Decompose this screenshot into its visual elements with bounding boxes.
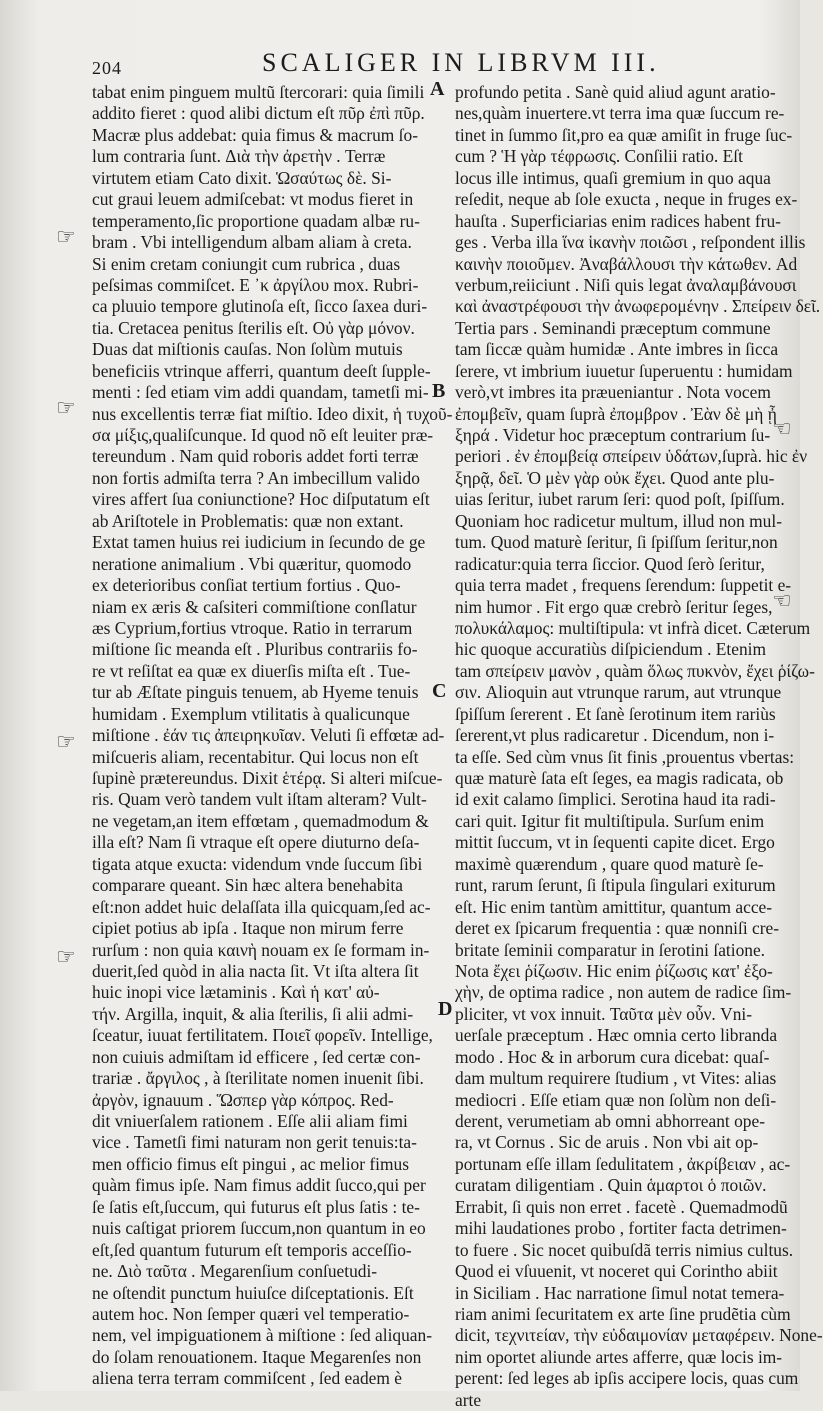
text-line: locus ille intimus, quaſi gremium in quo aqua	[455, 167, 771, 188]
text-line: non cuiuis admiſtam id efficere , ſed certæ con-	[92, 1046, 421, 1067]
text-line: derent, verumetiam ab omni abhorreant ope-	[455, 1111, 766, 1131]
text-line: nem, vel impiguationem à miſtione : ſed aliquan-	[92, 1325, 433, 1346]
text-line: hic quoque accuratiùs diſpiciendum . Etenim	[455, 639, 767, 660]
right-column	[455, 82, 823, 1411]
text-line: vires affert ſua coniunctione? Hoc diſputatum eſt	[92, 489, 430, 510]
text-line: deret ex ſpicarum frequentia : quæ nonniſi cre-	[455, 918, 780, 939]
text-line: tia. Cretacea penitus ſterilis eſt. Οὐ γὰρ μόνον.	[92, 317, 415, 338]
text-line: autem hoc. Non ſemper quæri vel temperatio-	[92, 1303, 410, 1324]
text-line: niam ex æris & caſsiteri commiſtione conſlatur	[92, 596, 417, 617]
text-line: perent: ſed leges ab ipſis accipere locis, quas cum	[455, 1368, 799, 1389]
text-line: tinet in ſummo ſit,pro ea quæ amiſit in fruge ſuc-	[455, 124, 793, 145]
text-line: miſtione . ἐάν τις ἀπειρηκυῖαν. Veluti ſi effœtæ ad-	[92, 725, 445, 746]
text-line: maximè quærendum , quare quod maturè ſe-	[455, 853, 764, 874]
text-line: nus excellentis terræ fiat miſtio. Ideo dixit, ἡ τυχοῦ-	[92, 403, 453, 424]
text-line: ne vegetam,an item effœtam , quemadmodum &	[92, 810, 429, 831]
section-marker-b: B	[432, 380, 446, 402]
text-line: uerſale præceptum . Hæc omnia certo libranda	[455, 1025, 778, 1046]
text-line: lum contraria ſunt. Διὰ τὴν ἀρετὴν . Terræ	[92, 146, 386, 167]
text-line: radicatur:quia terra ſiccior. Quod ſerò ſeritur,	[455, 553, 765, 574]
text-line: id exit calamo ſimplici. Serotina haud ita radi-	[455, 789, 776, 810]
text-line: tereundum . Nam quid roboris addet forti terræ	[92, 446, 419, 467]
text-line: in Siciliam . Hac narratione ſimul notat temera-	[455, 1282, 785, 1303]
text-line: verò,vt imbres ita præueniantur . Nota vocem	[455, 382, 771, 403]
text-line: trariæ . ἄργιλος , à ſterilitate nomen inuenit ſibi.	[92, 1068, 424, 1089]
text-line: τήν. Argilla, inquit, & alia ſterilis, ſi alii admi-	[92, 1003, 414, 1024]
manicule-icon: ☜	[772, 416, 792, 441]
text-line: tabat enim pinguem multũ ſtercorari: quia ſimili	[92, 82, 425, 102]
text-line: ne. Διὸ ταῦτα . Megarenſium conſuetudi-	[92, 1261, 378, 1282]
text-line: tur ab Æſtate pinguis tenuem, ab Hyeme tenuis	[92, 682, 419, 703]
text-line: ges . Verba illa ἵνα ἱκανὴν ποιῶσι , reſpondent illis	[455, 232, 806, 253]
text-line: modo . Hoc & in arborum cura dicebat: quaſ-	[455, 1046, 770, 1067]
text-line: britate ſeminii comparatur in ſerotini ſatione.	[455, 939, 766, 960]
text-line: æs Cyprium,fortius vtroque. Ratio in terrarum	[92, 617, 413, 638]
text-line: ſe ſatis eſt,ſuccum, qui futurus eſt plus ſatis : te-	[92, 1196, 420, 1217]
text-line: illa eſt? Nam ſi vtraque eſt opere diuturno deſa-	[92, 832, 420, 853]
text-line: eſt:non addet huic delaſſata illa quicquam,ſed ac-	[92, 896, 431, 917]
text-line: curatam diligentiam . Quin ἁμαρτοι ὁ ποιῶν.	[455, 1175, 767, 1196]
left-column	[92, 82, 453, 1390]
text-line: tam ſiccæ quàm humidæ . Ante imbres in ſicca	[455, 339, 779, 360]
text-line: ſerere, vt imbrium iuuetur ſuperuentu : humidam	[455, 360, 793, 381]
text-line: uias ſeritur, iubet rarum ſeri: quod poſt, ſpiſſum.	[455, 489, 785, 510]
text-line: eſt. Hic enim tantùm amittitur, quantum acce-	[455, 896, 773, 917]
text-line: ἐπομβεῖν, quam ſuprà ἐπομβρον . Ἐὰν δὲ μὴ ᾖ	[455, 403, 777, 424]
text-line: ſceatur, iuuat fertilitatem. Ποιεῖ φορεῖν. Intellige,	[92, 1025, 433, 1046]
text-line: to fuere . Sic nocet quibuſdã terris nimius cultus.	[455, 1239, 794, 1260]
text-line: ex deterioribus conſiat tertium fortius . Quo-	[92, 575, 401, 596]
text-line: verbum,reiiciunt . Niſi quis legat ἀναλαμβάνουσι	[455, 274, 797, 295]
manicule-icon: ☞	[56, 944, 76, 969]
text-line: Quod ei vſuuenit, vt noceret qui Corintho abiit	[455, 1261, 778, 1282]
text-line: πολυκάλαμος: multiſtipula: vt infrà dicet. Cæterum	[455, 617, 811, 638]
text-line: riam animi ſecuritatem ex arte ſine prudẽtia cùm	[455, 1303, 791, 1324]
text-line: nuis caſtigat priorem ſuccum,non quantum in eo	[92, 1218, 426, 1239]
text-line: ris. Quam verò tandem vult iſtam alteram? Vult-	[92, 789, 427, 810]
text-line: arte	[455, 1389, 482, 1410]
text-line: duerit,ſed quòd in alia nacta ſit. Vt iſta altera ſit	[92, 960, 419, 981]
text-line: eſt,ſed quantum futurum eſt temporis acceſſio-	[92, 1239, 412, 1260]
text-line: menti : ſed etiam vim addi quandam, tametſi mi-	[92, 382, 429, 403]
manicule-icon: ☞	[56, 224, 76, 249]
running-title: SCALIGER IN LIBRVM III.	[262, 48, 660, 77]
text-line: Duas dat miſtionis cauſas. Non ſolùm mutuis	[92, 339, 403, 360]
manicule-icon: ☞	[56, 729, 76, 754]
text-line: ra, vt Cornus . Sic de aruis . Non vbi ait op-	[455, 1132, 759, 1153]
text-line: neratione animalium . Vbi quæritur, quomodo	[92, 553, 412, 574]
text-line: addito fieret : quod alibi dictum eſt πῦρ ἐπὶ πῦρ.	[92, 103, 425, 124]
text-line: beneficiis vtrinque afferri, quantum deeſt ſupple-	[92, 360, 431, 381]
text-line: Si enim cretam coniungit cum rubrica , duas	[92, 253, 401, 274]
text-line: cut graui leuem admiſcebat: vt modus fieret in	[92, 189, 414, 210]
text-line: Quoniam hoc radicetur multum, illud non mul-	[455, 510, 782, 531]
text-line: humidam . Exemplum vtilitatis à qualicunque	[92, 703, 410, 724]
text-line: non fortis admiſta terra ? An imbecillum valido	[92, 467, 420, 488]
section-marker-d: D	[438, 998, 453, 1020]
text-line: καὶ ἀναστρέφουσι τὴν ἀνωφερομένην . Σπείρειν δεῖ.	[455, 296, 821, 317]
text-line: ſererent,vt plus radicaretur . Dicendum, non i-	[455, 725, 775, 746]
text-line: cari quit. Igitur fit multiſtipula. Surſum enim	[455, 810, 765, 831]
text-line: σιν. Alioquin aut vtrunque rarum, aut vtrunque	[455, 682, 782, 703]
page-number: 204	[92, 58, 122, 78]
text-line: cipiet potius ab ipſa . Itaque non mirum ferre	[92, 918, 404, 939]
text-line: quàm fimus ipſe. Nam fimus addit ſucco,qui per	[92, 1175, 426, 1196]
text-line: nes,quàm inuertere.vt terra ima quæ ſuccum re-	[455, 103, 785, 124]
text-line: profundo petita . Sanè quid aliud agunt aratio-	[455, 82, 776, 102]
text-line: men officio fimus eſt pingui , ac melior fimus	[92, 1153, 409, 1174]
text-line: pliciter, vt vox innuit. Ταῦτα μὲν οὖν. Vni-	[455, 1003, 753, 1024]
text-line: mediocri . Eſſe etiam quæ non ſolùm non deſi-	[455, 1089, 777, 1110]
text-line: Tertia pars . Seminandi præceptum commune	[455, 317, 771, 338]
text-line: Extat tamen huius rei iudicium in ſecundo de ge	[92, 532, 426, 553]
text-line: ξηρᾷ, δεῖ. Ὁ μὲν γὰρ οὐκ ἔχει. Quod ante plu-	[455, 467, 775, 488]
text-line: periori . ἐν ἐπομβείᾳ σπείρειν ὑδάτων,ſuprà. hic ἐν	[455, 446, 808, 467]
text-line: σα μίξις,qualiſcunque. Id quod nõ eſt leuiter præ-	[92, 425, 434, 445]
text-line: ἀργὸν, ignauum . Ὥσπερ γὰρ κόπρος. Red-	[92, 1089, 394, 1110]
text-line: temperamento,ſic proportione quadam albæ ru-	[92, 210, 420, 231]
text-line: Nota ἔχει ῥίζωσιν. Hic enim ῥίζωσις κατ' ἐξο-	[455, 960, 773, 981]
text-line: comparare queant. Sin hæc altera benehabita	[92, 875, 403, 896]
text-line: quia terra madet , frequens ſerendum: ſuppetit e-	[455, 575, 792, 596]
text-line: dicit, τεχνιτείαν, τὴν εὐδαιμονίαν μεταφέρειν. None-	[455, 1325, 823, 1346]
manicule-icon: ☜	[772, 588, 792, 613]
text-line: mihi laudationes probo , fortiter facta detrimen-	[455, 1218, 787, 1239]
text-line: nim oportet aliunde artes afferre, quæ locis im-	[455, 1346, 783, 1367]
text-line: ξηρά . Videtur hoc præceptum contrarium ſu-	[455, 425, 771, 445]
text-line: ta eſſe. Sed cùm vnus ſit finis ,prouentus vbertas:	[455, 746, 795, 767]
text-line: quæ maturè ſata eſt ſeges, ea magis radicata, ob	[455, 768, 784, 788]
text-line: hauſta . Superficiarias enim radices habent fru-	[455, 210, 781, 231]
text-line: ab Ariſtotele in Problematis: quæ non extant.	[92, 510, 404, 531]
manicule-icon: ☞	[56, 395, 76, 420]
text-line: Macræ plus addebat: quia fimus & macrum ſo-	[92, 124, 418, 145]
section-marker-a: A	[430, 78, 445, 100]
page-header	[92, 48, 770, 82]
text-line: χὴν, de optima radice , non autem de radice ſim-	[455, 982, 792, 1003]
text-line: Errabit, ſi quis non erret . facetè . Quemadmodũ	[455, 1196, 788, 1217]
text-line: miſcueris aliam, recentabitur. Qui locus non eſt	[92, 746, 419, 767]
text-line: huic inopi vice lætaminis . Καὶ ἡ κατ' αὐ-	[92, 982, 380, 1003]
text-line: dit vniuerſalem rationem . Eſſe alii aliam fimi	[92, 1111, 408, 1131]
text-line: ne oſtendit punctum huiuſce diſceptationis. Eſt	[92, 1282, 414, 1303]
text-line: reſedit, neque ab ſole exucta , neque in fruges ex-	[455, 189, 798, 210]
text-line: mittit ſuccum, vt in ſequenti capite dicet. Ergo	[455, 832, 775, 853]
text-line: miſtione ſic meanda eſt . Pluribus contrariis fo-	[92, 639, 418, 660]
text-line: do ſolam renouationem. Itaque Megarenſes non	[92, 1346, 422, 1367]
text-line: tam σπείρειν μανὸν , quàm ὅλως πυκνὸν, ἔχει ῥίζω-	[455, 660, 815, 681]
section-marker-c: C	[432, 680, 447, 702]
text-line: ſpiſſum ſererent . Et ſanè ſerotinum item rariùs	[455, 703, 776, 724]
text-line: virtutem etiam Cato dixit. Ὡσαύτως δὲ. Si-	[92, 167, 392, 188]
text-line: nim humor . Fit ergo quæ crebrò ſeritur ſeges,	[455, 596, 773, 617]
text-line: vice . Tametſi fimi naturam non gerit tenuis:ta-	[92, 1132, 417, 1153]
text-line: aliena terra terram commiſcent , ſed eadem è	[92, 1368, 402, 1389]
text-line: portunam eſſe illam ſedulitatem , ἀκρίβειαν , ac-	[455, 1153, 791, 1174]
text-line: tigata atque exucta: videndum vnde ſuccum ſibi	[92, 853, 423, 874]
text-line: runt, rarum ſerunt, ſi ſtipula ſingulari exiturum	[455, 875, 776, 896]
text-line: ca pluuio tempore glutinoſa eſt, ſicco ſaxea duri-	[92, 296, 428, 317]
text-line: καινὴν ποιοῦμεν. Ἀναβάλλουσι τὴν κάτωθεν. Ad	[455, 253, 798, 274]
text-line: bram . Vbi intelligendum albam aliam à creta.	[92, 232, 412, 253]
text-line: rurſum : non quia καινὴ nouam ex ſe formam in-	[92, 939, 430, 960]
text-line: cum ? Ἡ γὰρ τέφρωσις. Conſilii ratio. Eſt	[455, 146, 743, 167]
text-line: dam multum requirere ſtudium , vt Vites: alias	[455, 1068, 777, 1089]
text-line: ſupinè prætereundus. Dixit ἑτέρᾳ. Si alteri miſcue-	[92, 768, 443, 788]
text-line: peſsimas commiſcet. Ε ᾽κ ἀργίλου mox. Rubri-	[92, 274, 419, 295]
text-line: tum. Quod maturè ſeritur, ſi ſpiſſum ſeritur,non	[455, 532, 778, 553]
text-line: re vt reſiſtat ea quæ ex diuerſis miſta eſt . Tue-	[92, 660, 411, 681]
